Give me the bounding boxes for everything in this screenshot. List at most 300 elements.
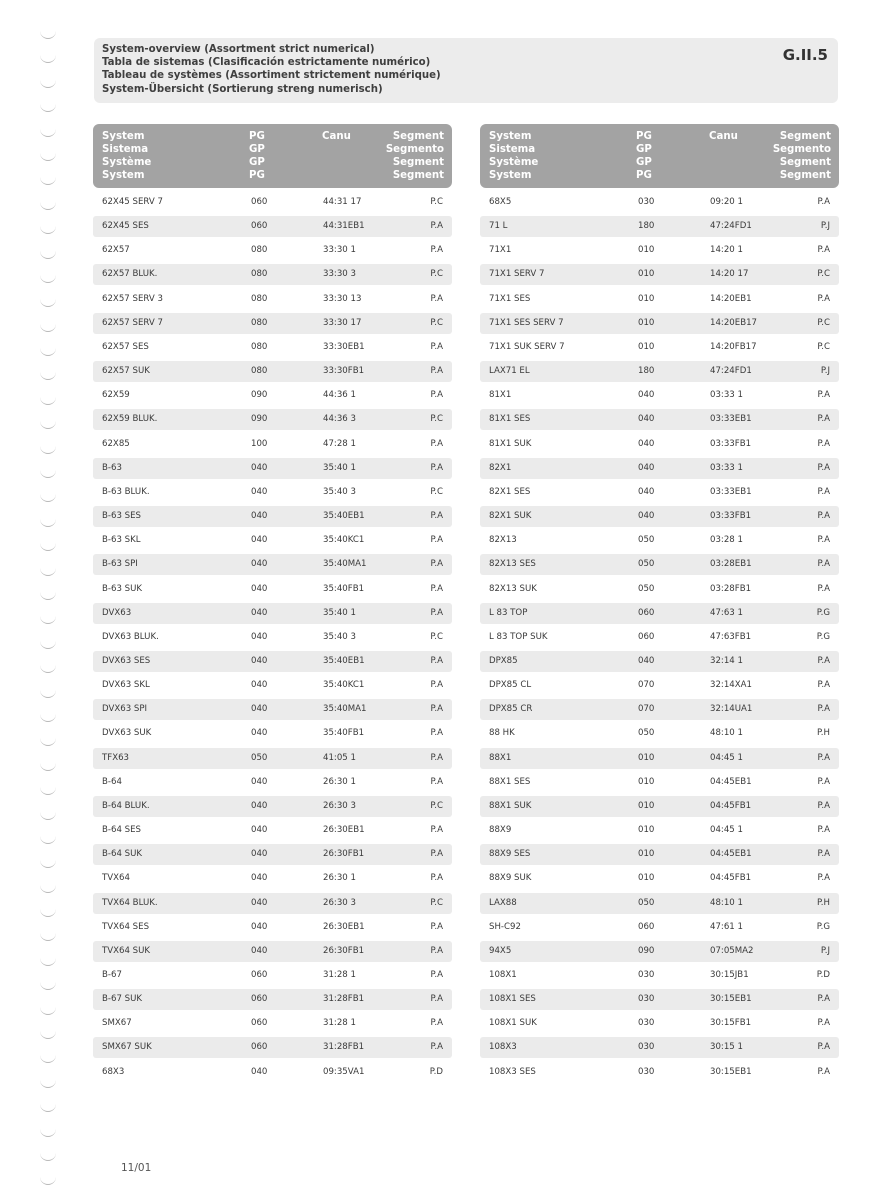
cell-canu: 31:28FB1 (323, 994, 365, 1005)
cell-system: 94X5 (489, 945, 512, 956)
binder-ring (40, 126, 56, 137)
binder-ring (40, 516, 56, 527)
cell-canu: 35:40KC1 (323, 535, 365, 546)
cell-canu: 35:40 3 (323, 631, 356, 642)
header-segment (386, 130, 444, 182)
cell-system: 81X1 (489, 390, 512, 401)
binder-ring (40, 418, 56, 429)
cell-segment: P.A (430, 680, 443, 691)
cell-segment: P.A (817, 825, 830, 836)
cell-segment: P.C (430, 486, 443, 497)
cell-pg: 100 (251, 438, 268, 449)
table-row (93, 579, 452, 600)
cell-segment: P.A (817, 293, 830, 304)
binder-ring (40, 248, 56, 259)
cell-pg: 010 (638, 341, 655, 352)
cell-system: B-64 (102, 776, 122, 787)
header-system-en: System (102, 131, 145, 142)
cell-pg: 040 (251, 776, 268, 787)
cell-canu: 14:20 1 (710, 245, 743, 256)
table-row (480, 603, 839, 624)
cell-segment: P.A (817, 1066, 830, 1077)
table-row (93, 216, 452, 237)
cell-segment: P.A (430, 559, 443, 570)
cell-pg: 050 (638, 583, 655, 594)
cell-pg: 040 (251, 486, 268, 497)
binder-ring (40, 882, 56, 893)
table-row (480, 240, 839, 261)
cell-canu: 30:15EB1 (710, 994, 752, 1005)
table-row (93, 530, 452, 551)
cell-canu: 14:20EB17 (710, 317, 758, 328)
cell-canu: 30:15FB1 (710, 1018, 752, 1029)
cell-segment: P.C (817, 341, 830, 352)
header-segment-es: Segmento (385, 144, 444, 155)
cell-canu: 30:15EB1 (710, 1066, 752, 1077)
header-segment-fr: Segment (779, 157, 831, 168)
cell-canu: 26:30FB1 (323, 945, 365, 956)
cell-segment: P.C (430, 317, 443, 328)
cell-pg: 040 (251, 825, 268, 836)
cell-canu: 33:30 17 (323, 317, 362, 328)
binder-ring (40, 711, 56, 722)
cell-system: B-63 (102, 462, 122, 473)
table-row (93, 627, 452, 648)
cell-canu: 33:30EB1 (323, 341, 365, 352)
cell-system: LAX88 (489, 897, 517, 908)
cell-segment: P.A (430, 970, 443, 980)
cell-system: DVX63 SES (102, 655, 151, 666)
cell-segment: P.J (820, 366, 830, 377)
cell-canu: 04:45 1 (710, 752, 743, 763)
cell-canu: 35:40FB1 (323, 583, 365, 594)
table-row (93, 820, 452, 841)
cell-pg: 010 (638, 873, 655, 884)
table-row (480, 216, 839, 237)
binder-ring (40, 28, 56, 39)
cell-segment: P.A (817, 655, 830, 666)
cell-segment: P.A (817, 994, 830, 1005)
table-row (480, 1062, 839, 1083)
table-row (480, 796, 839, 817)
table-row (480, 941, 839, 962)
cell-pg: 080 (251, 245, 268, 256)
cell-segment: P.G (816, 921, 830, 932)
cell-canu: 35:40KC1 (323, 680, 365, 691)
cell-system: SH-C92 (489, 921, 521, 932)
left-table-header (93, 124, 452, 188)
cell-segment: P.A (430, 994, 443, 1005)
cell-canu: 04:45FB1 (710, 800, 752, 811)
cell-segment: P.A (430, 921, 443, 932)
cell-system: TVX64 SES (102, 921, 150, 932)
cell-system: TVX64 (102, 873, 130, 884)
header-system-es: Sistema (489, 144, 536, 155)
cell-canu: 31:28 1 (323, 970, 356, 980)
cell-canu: 26:30EB1 (323, 825, 365, 836)
cell-pg: 040 (251, 849, 268, 860)
cell-system: DVX63 (102, 607, 132, 618)
cell-segment: P.C (430, 269, 443, 280)
binder-ring (40, 296, 56, 307)
cell-system: DVX63 SPI (102, 704, 148, 715)
binder-ring (40, 979, 56, 990)
cell-system: B-63 SKL (102, 535, 141, 546)
cell-pg: 030 (638, 994, 655, 1005)
table-row (480, 651, 839, 672)
cell-system: DVX63 SUK (102, 728, 152, 739)
cell-segment: P.H (816, 728, 830, 739)
cell-segment: P.A (430, 366, 443, 377)
binder-ring (40, 1028, 56, 1039)
table-row (93, 844, 452, 865)
binder-ring (40, 540, 56, 551)
cell-pg: 030 (638, 970, 655, 980)
title-line-es: Tabla de sistemas (Clasificación estrictamente numérico) (102, 57, 431, 69)
table-row (480, 675, 839, 696)
binder-ring (40, 443, 56, 454)
cell-canu: 35:40 3 (323, 486, 356, 497)
table-row (480, 820, 839, 841)
table-row (480, 434, 839, 455)
footer-date: 11/01 (121, 1162, 152, 1174)
cell-canu: 30:15 1 (710, 1042, 743, 1053)
cell-canu: 04:45EB1 (710, 776, 752, 787)
cell-system: 82X13 (489, 535, 517, 546)
header-system (489, 130, 538, 182)
table-row (93, 1037, 452, 1058)
left-table-rows (93, 192, 452, 1083)
cell-segment: P.A (817, 559, 830, 570)
table-row (93, 868, 452, 889)
table-row (480, 579, 839, 600)
binder-ring (40, 857, 56, 868)
cell-system: 82X1 (489, 462, 512, 473)
cell-canu: 47:63FB1 (710, 631, 752, 642)
cell-pg: 040 (638, 655, 655, 666)
cell-canu: 03:33FB1 (710, 438, 752, 449)
table-row (93, 482, 452, 503)
page-code: G.II.5 (782, 46, 828, 64)
cell-pg: 060 (638, 607, 655, 618)
cell-system: 68X5 (489, 197, 512, 207)
cell-segment: P.A (430, 607, 443, 618)
cell-system: LAX71 EL (489, 366, 530, 377)
cell-canu: 33:30 3 (323, 269, 356, 280)
cell-pg: 090 (251, 414, 268, 425)
table-row (480, 385, 839, 406)
binder-ring (40, 394, 56, 405)
cell-system: 108X1 SUK (489, 1018, 537, 1029)
binder-ring (40, 101, 56, 112)
cell-pg: 030 (638, 1018, 655, 1029)
cell-segment: P.A (817, 1042, 830, 1053)
cell-canu: 32:14 1 (710, 655, 743, 666)
cell-canu: 09:35VA1 (323, 1066, 365, 1077)
cell-pg: 180 (638, 366, 655, 377)
cell-pg: 010 (638, 752, 655, 763)
cell-system: SMX67 (102, 1018, 132, 1029)
cell-canu: 32:14UA1 (710, 704, 753, 715)
cell-segment: P.J (820, 221, 830, 232)
cell-canu: 35:40MA1 (323, 704, 367, 715)
cell-pg: 040 (638, 486, 655, 497)
cell-system: TVX64 SUK (102, 945, 151, 956)
binder-ring (40, 345, 56, 356)
cell-segment: P.A (430, 704, 443, 715)
cell-canu: 26:30 1 (323, 776, 356, 787)
cell-canu: 04:45 1 (710, 825, 743, 836)
binder-ring (40, 491, 56, 502)
binder-ring (40, 833, 56, 844)
cell-canu: 35:40EB1 (323, 655, 365, 666)
cell-pg: 080 (251, 293, 268, 304)
cell-pg: 010 (638, 245, 655, 256)
cell-canu: 03:33 1 (710, 390, 743, 401)
table-row (93, 313, 452, 334)
table-row (480, 313, 839, 334)
cell-pg: 040 (638, 511, 655, 522)
header-pg (249, 130, 265, 182)
cell-pg: 040 (251, 607, 268, 618)
cell-system: 88X1 SUK (489, 800, 532, 811)
cell-segment: P.A (430, 438, 443, 449)
table-row (93, 772, 452, 793)
cell-pg: 010 (638, 269, 655, 280)
header-pg-en: PG (249, 131, 265, 142)
cell-segment: P.A (430, 511, 443, 522)
cell-canu: 03:33FB1 (710, 511, 752, 522)
cell-pg: 030 (638, 197, 655, 207)
table-row (93, 965, 452, 986)
cell-pg: 010 (638, 776, 655, 787)
cell-system: DPX85 (489, 655, 518, 666)
cell-pg: 040 (251, 728, 268, 739)
cell-segment: P.A (430, 221, 443, 232)
table-row (93, 989, 452, 1010)
cell-pg: 050 (638, 559, 655, 570)
cell-canu: 03:28FB1 (710, 583, 752, 594)
cell-pg: 060 (251, 221, 268, 232)
cell-segment: P.A (817, 245, 830, 256)
cell-segment: P.A (817, 414, 830, 425)
cell-system: B-64 SUK (102, 849, 143, 860)
cell-segment: P.A (430, 825, 443, 836)
cell-segment: P.A (430, 752, 443, 763)
table-row (93, 1062, 452, 1083)
cell-pg: 040 (251, 945, 268, 956)
table-row (93, 723, 452, 744)
cell-system: B-63 BLUK. (102, 486, 150, 497)
cell-pg: 010 (638, 800, 655, 811)
binder-ring (40, 77, 56, 88)
table-row (93, 192, 452, 213)
table-row (93, 699, 452, 720)
cell-system: 62X57 SUK (102, 366, 150, 377)
cell-system: 82X1 SES (489, 486, 531, 497)
cell-segment: P.A (817, 511, 830, 522)
cell-segment: P.A (817, 800, 830, 811)
binder-ring (40, 662, 56, 673)
cell-segment: P.G (816, 631, 830, 642)
header-canu: Canu (322, 131, 351, 142)
table-row (480, 627, 839, 648)
cell-segment: P.A (817, 849, 830, 860)
cell-segment: P.A (430, 293, 443, 304)
cell-canu: 35:40 1 (323, 607, 356, 618)
cell-system: 71X1 SERV 7 (489, 269, 545, 280)
cell-pg: 030 (638, 1042, 655, 1053)
cell-system: L 83 TOP SUK (489, 631, 548, 642)
cell-system: 82X13 SES (489, 559, 536, 570)
cell-canu: 33:30FB1 (323, 366, 365, 377)
cell-pg: 070 (638, 680, 655, 691)
cell-system: 88X9 (489, 825, 512, 836)
cell-segment: P.C (430, 197, 443, 207)
cell-segment: P.C (430, 631, 443, 642)
cell-segment: P.A (430, 341, 443, 352)
cell-canu: 07:05MA2 (710, 945, 754, 956)
binder-ring (40, 760, 56, 771)
cell-canu: 03:28EB1 (710, 559, 752, 570)
cell-system: 71X1 SES (489, 293, 531, 304)
cell-pg: 080 (251, 366, 268, 377)
cell-pg: 080 (251, 341, 268, 352)
cell-system: B-63 SES (102, 511, 142, 522)
cell-system: B-63 SPI (102, 559, 138, 570)
binder-ring (40, 784, 56, 795)
table-row (480, 965, 839, 986)
binder-ring (40, 199, 56, 210)
cell-segment: P.A (430, 583, 443, 594)
cell-segment: P.A (430, 462, 443, 473)
cell-system: 108X3 (489, 1042, 517, 1053)
cell-canu: 14:20EB1 (710, 293, 752, 304)
cell-segment: P.A (430, 849, 443, 860)
cell-pg: 040 (251, 559, 268, 570)
table-row (93, 289, 452, 310)
binder-ring (40, 272, 56, 283)
table-row (93, 434, 452, 455)
table-row (480, 506, 839, 527)
cell-system: 88 HK (489, 728, 515, 739)
cell-system: 62X57 SERV 7 (102, 317, 163, 328)
header-pg-de: PG (249, 170, 265, 181)
table-row (93, 554, 452, 575)
cell-pg: 040 (251, 535, 268, 546)
cell-pg: 060 (251, 994, 268, 1005)
table-row (480, 893, 839, 914)
cell-system: 62X57 (102, 245, 130, 256)
cell-system: L 83 TOP (489, 607, 528, 618)
cell-pg: 010 (638, 317, 655, 328)
title-box (94, 38, 838, 103)
cell-canu: 03:33EB1 (710, 486, 752, 497)
header-pg-fr: GP (636, 157, 652, 168)
cell-system: DPX85 CR (489, 704, 533, 715)
table-row (480, 748, 839, 769)
table-row (93, 264, 452, 285)
cell-canu: 31:28 1 (323, 1018, 356, 1029)
table-row (480, 530, 839, 551)
binder-ring (40, 174, 56, 185)
cell-canu: 48:10 1 (710, 897, 743, 908)
binder-ring (40, 638, 56, 649)
table-row (93, 917, 452, 938)
binder-ring (40, 1101, 56, 1112)
cell-pg: 090 (251, 390, 268, 401)
header-segment-en: Segment (779, 131, 831, 142)
table-row (480, 989, 839, 1010)
cell-segment: P.A (817, 197, 830, 207)
cell-system: B-67 (102, 970, 122, 980)
header-pg-es: GP (636, 144, 652, 155)
header-system-de: System (102, 170, 145, 181)
binder-rings (40, 28, 64, 1199)
cell-system: 82X1 SUK (489, 511, 532, 522)
cell-pg: 040 (251, 655, 268, 666)
table-row (93, 893, 452, 914)
cell-segment: P.C (430, 414, 443, 425)
cell-pg: 050 (251, 752, 268, 763)
cell-system: TVX64 BLUK. (102, 897, 158, 908)
cell-segment: P.A (817, 1018, 830, 1029)
binder-ring (40, 613, 56, 624)
table-row (480, 844, 839, 865)
cell-segment: P.A (430, 655, 443, 666)
cell-pg: 040 (251, 511, 268, 522)
binder-ring (40, 1150, 56, 1161)
cell-segment: P.C (817, 269, 830, 280)
cell-pg: 060 (251, 970, 268, 980)
header-system-fr: Système (489, 157, 539, 168)
cell-system: 88X9 SUK (489, 873, 532, 884)
header-segment-de: Segment (779, 170, 831, 181)
cell-canu: 47:24FD1 (710, 221, 752, 232)
binder-ring (40, 735, 56, 746)
cell-segment: P.A (817, 873, 830, 884)
cell-system: 62X59 BLUK. (102, 414, 158, 425)
table-row (480, 482, 839, 503)
binder-ring (40, 955, 56, 966)
cell-canu: 35:40MA1 (323, 559, 367, 570)
cell-pg: 060 (251, 1042, 268, 1053)
table-row (480, 458, 839, 479)
cell-segment: P.C (430, 800, 443, 811)
cell-segment: P.D (429, 1066, 443, 1077)
cell-pg: 010 (638, 849, 655, 860)
cell-canu: 33:30 1 (323, 245, 356, 256)
cell-pg: 180 (638, 221, 655, 232)
cell-system: DVX63 BLUK. (102, 631, 159, 642)
table-row (93, 385, 452, 406)
table-row (93, 409, 452, 430)
table-row (480, 192, 839, 213)
cell-system: 62X59 (102, 390, 130, 401)
cell-canu: 26:30EB1 (323, 921, 365, 932)
cell-pg: 040 (251, 462, 268, 473)
cell-system: DPX85 CL (489, 680, 532, 691)
cell-canu: 26:30FB1 (323, 849, 365, 860)
table-row (93, 675, 452, 696)
right-table (480, 124, 839, 1086)
header-segment (773, 130, 831, 182)
cell-canu: 44:31EB1 (323, 221, 365, 232)
cell-system: 81X1 SUK (489, 438, 532, 449)
cell-system: SMX67 SUK (102, 1042, 152, 1053)
cell-pg: 060 (251, 197, 268, 207)
cell-segment: P.A (817, 680, 830, 691)
